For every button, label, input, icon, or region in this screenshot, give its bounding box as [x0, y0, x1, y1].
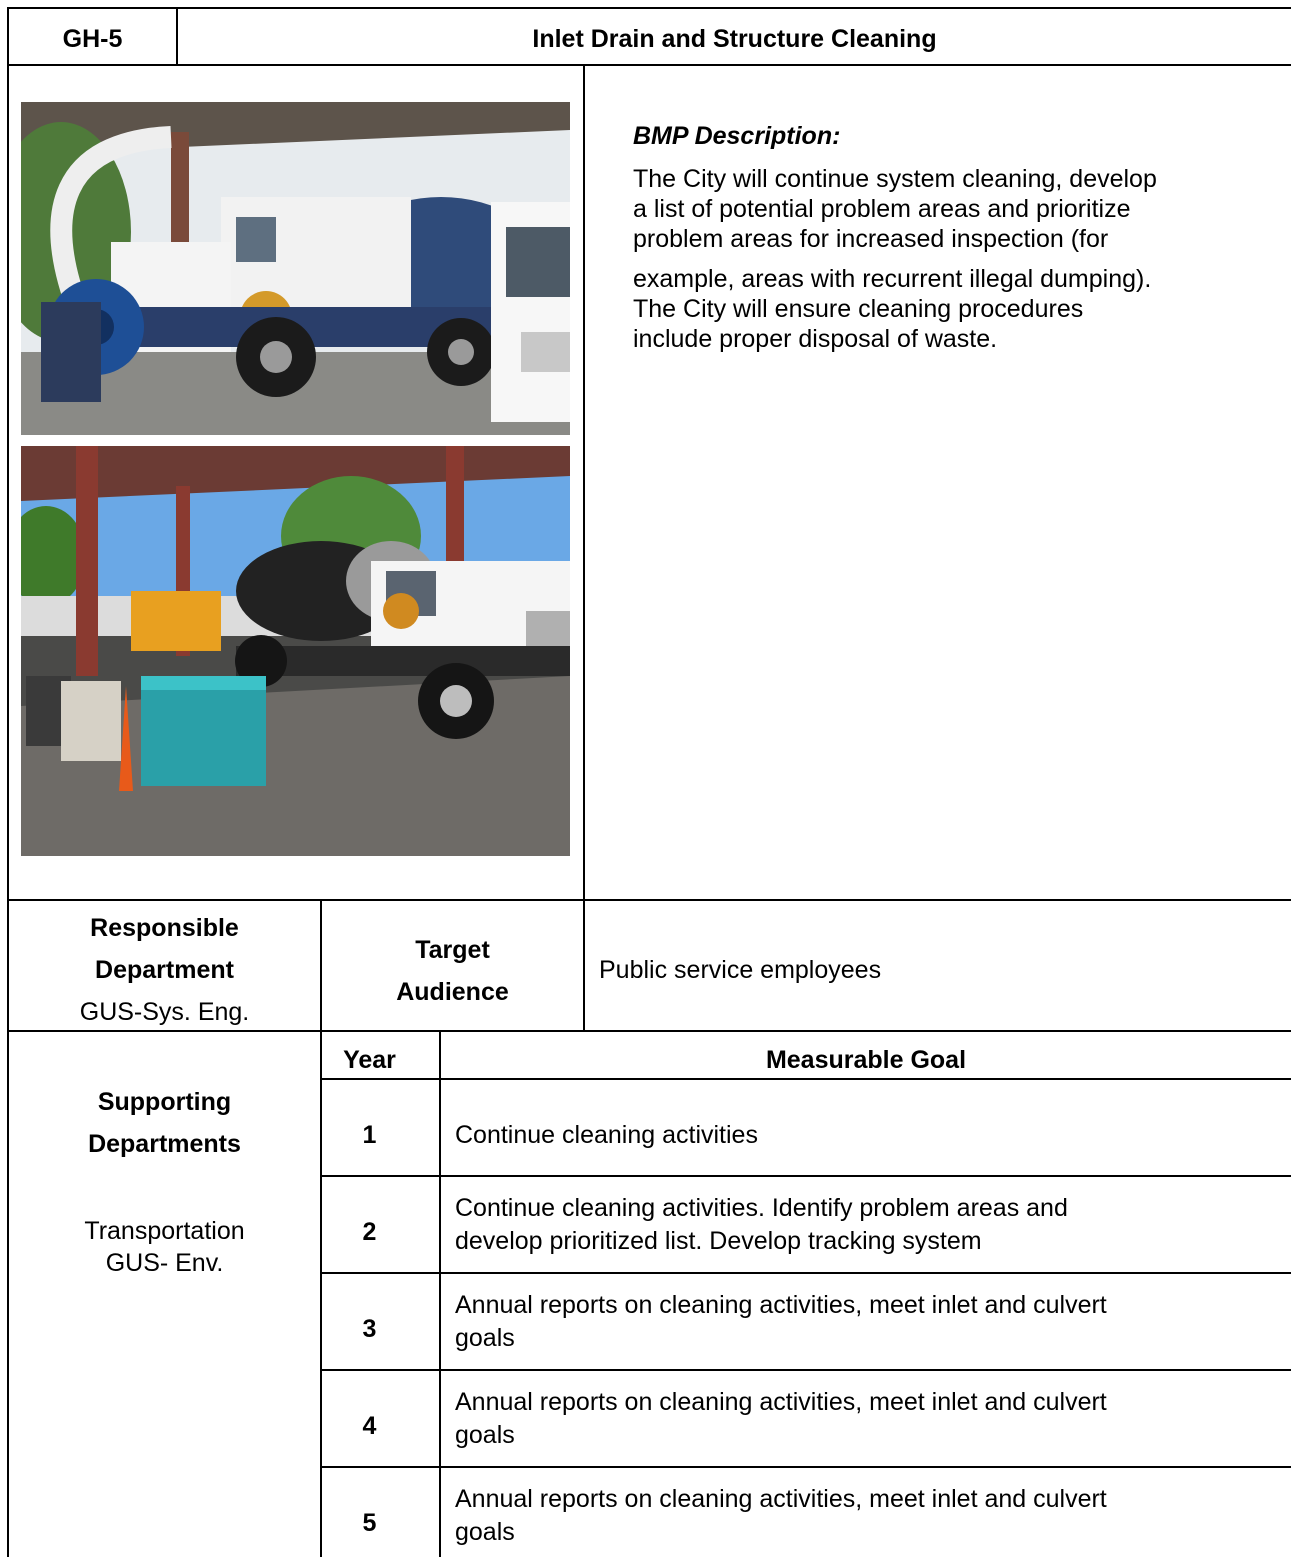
goal-year-1: 1 — [362, 1121, 377, 1149]
photo-row-bottom-line — [7, 899, 1291, 901]
goal-text-5-line-1: Annual reports on cleaning activities, meet inlet and culvert — [455, 1485, 1107, 1513]
supporting-department-2: GUS- Env. — [105, 1249, 224, 1277]
supporting-label-line-1: Supporting — [97, 1088, 232, 1116]
table-border-left — [7, 7, 9, 1557]
bmp-description-line-6: include proper disposal of waste. — [633, 325, 998, 353]
photo-description-divider — [583, 64, 585, 1031]
goal-row-line-3 — [320, 1369, 1291, 1371]
year-goal-divider — [439, 1030, 441, 1557]
supporting-label-line-2: Departments — [88, 1130, 241, 1158]
tanker-truck-photo — [21, 446, 570, 856]
goal-text-4-line-1: Annual reports on cleaning activities, meet inlet and culvert — [455, 1388, 1107, 1416]
table-border-top — [7, 7, 1291, 9]
bmp-description-line-2: a list of potential problem areas and prioritize — [633, 195, 1131, 223]
responsible-label-line-1: Responsible — [90, 914, 239, 942]
vacuum-truck-photo — [21, 102, 570, 435]
target-audience-label-line-2: Audience — [396, 978, 509, 1006]
goal-header-line — [320, 1078, 1291, 1080]
goal-year-5: 5 — [362, 1509, 377, 1537]
goal-text-3-line-1: Annual reports on cleaning activities, meet inlet and culvert — [455, 1291, 1107, 1319]
goal-text-2-line-2: develop prioritized list. Develop tracking system — [455, 1227, 982, 1255]
target-audience-label-line-1: Target — [415, 936, 490, 964]
goal-text-5-line-2: goals — [455, 1518, 515, 1546]
goal-year-2: 2 — [362, 1218, 377, 1246]
goal-row-line-4 — [320, 1466, 1291, 1468]
supporting-department-1: Transportation — [84, 1217, 245, 1245]
bmp-description-line-4: example, areas with recurrent illegal dumping). — [633, 265, 1152, 293]
year-column-header: Year — [343, 1046, 396, 1074]
header-bottom-line — [7, 64, 1291, 66]
bmp-description-line-5: The City will ensure cleaning procedures — [633, 295, 1084, 323]
bmp-description-heading: BMP Description: — [633, 122, 841, 150]
bmp-code: GH-5 — [62, 25, 123, 53]
goal-text-1-line-1: Continue cleaning activities — [455, 1121, 758, 1149]
goal-row-line-2 — [320, 1272, 1291, 1274]
responsible-department-value: GUS-Sys. Eng. — [79, 998, 250, 1026]
goal-row-line-1 — [320, 1175, 1291, 1177]
goal-year-4: 4 — [362, 1412, 377, 1440]
bmp-description-line-3: problem areas for increased inspection (for — [633, 225, 1109, 253]
goal-text-4-line-2: goals — [455, 1421, 515, 1449]
responsible-label-line-2: Department — [95, 956, 234, 984]
responsible-row-bottom-line — [7, 1030, 1291, 1032]
bmp-description-line-1: The City will continue system cleaning, develop — [633, 165, 1157, 193]
target-audience-value: Public service employees — [599, 956, 882, 984]
goal-text-2-line-1: Continue cleaning activities. Identify problem areas and — [455, 1194, 1068, 1222]
measurable-goal-column-header: Measurable Goal — [765, 1046, 967, 1074]
bmp-title: Inlet Drain and Structure Cleaning — [532, 25, 937, 53]
goal-year-3: 3 — [362, 1315, 377, 1343]
goal-text-3-line-2: goals — [455, 1324, 515, 1352]
